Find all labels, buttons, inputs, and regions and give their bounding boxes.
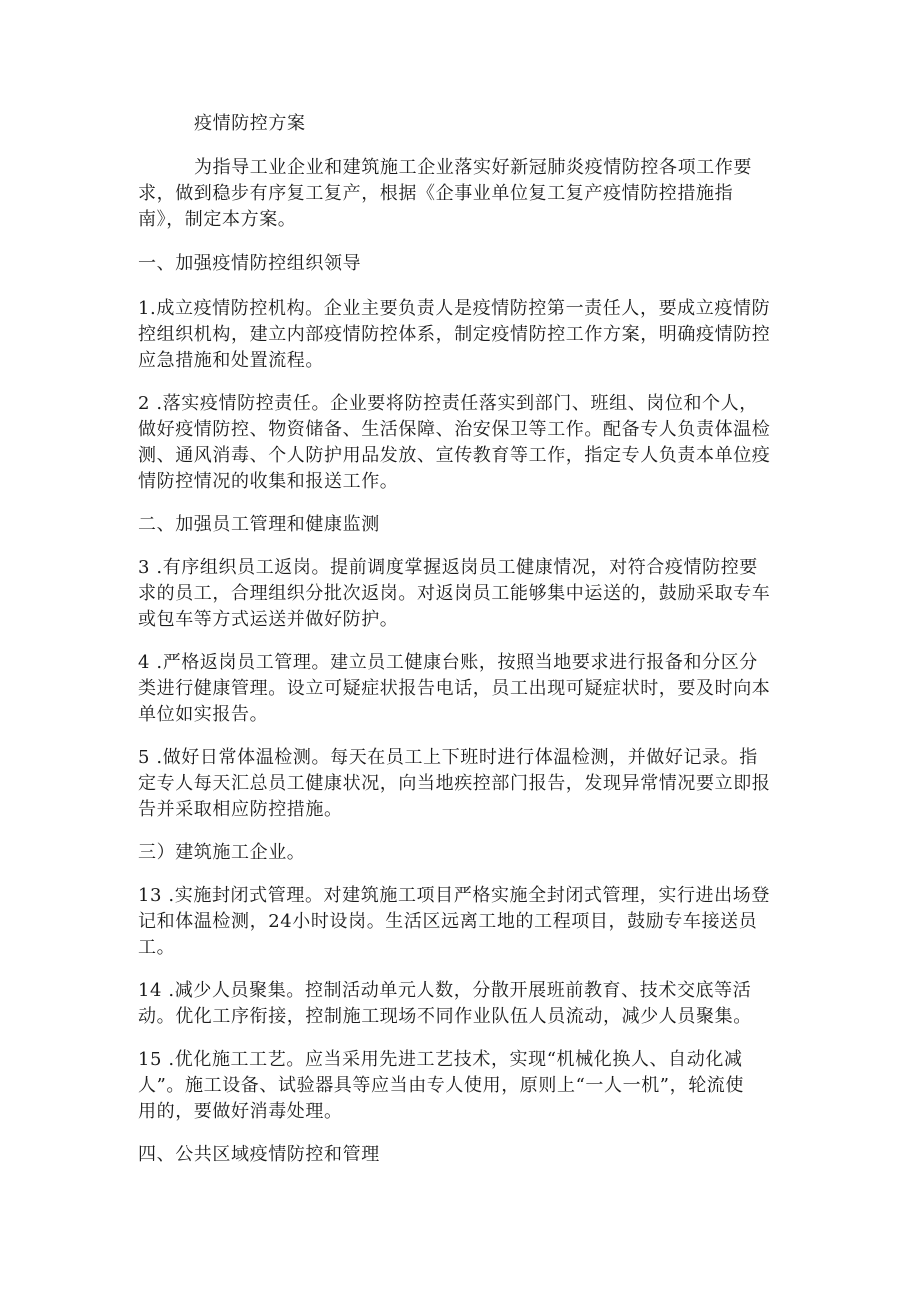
item-5-line-1: 5 .做好日常体温检测。每天在员工上下班时进行体温检测，并做好记录。指 (138, 747, 758, 768)
document-title: 疫情防控方案 (194, 113, 306, 134)
intro-line-2: 求，做到稳步有序复工复产，根据《企事业单位复工复产疫情防控措施指 (138, 183, 734, 204)
item-4-line-2: 类进行健康管理。设立可疑症状报告电话，员工出现可疑症状时，要及时向本 (138, 678, 771, 699)
section-4-heading: 四、公共区域疫情防控和管理 (138, 1144, 380, 1165)
item-3-line-1: 3 .有序组织员工返岗。提前调度掌握返岗员工健康情况，对符合疫情防控要 (138, 557, 758, 578)
item-1-line-2: 控组织机构，建立内部疫情防控体系，制定疫情防控工作方案，明确疫情防控 (138, 324, 771, 345)
item-2-line-3: 测、通风消毒、个人防护用品发放、宣传教育等工作，指定专人负责本单位疫 (138, 445, 771, 466)
item-15-line-2: 人”。施工设备、试验器具等应当由专人使用，原则上“一人一机”，轮流使 (138, 1075, 745, 1096)
item-14-line-2: 动。优化工序衔接，控制施工现场不同作业队伍人员流动，减少人员聚集。 (138, 1006, 752, 1027)
section-1-heading: 一、加强疫情防控组织领导 (138, 253, 362, 274)
item-5-line-3: 告并采取相应防控措施。 (138, 799, 343, 820)
item-5-line-2: 定专人每天汇总员工健康状况，向当地疾控部门报告，发现异常情况要立即报 (138, 773, 771, 794)
item-13-line-2: 记和体温检测，24小时设岗。生活区远离工地的工程项目，鼓励专车接送员 (138, 911, 758, 932)
intro-line-3: 南》，制定本方案。 (138, 209, 297, 230)
item-13-line-3: 工。 (138, 937, 176, 958)
item-2-line-4: 情防控情况的收集和报送工作。 (138, 471, 399, 492)
item-4-line-1: 4 .严格返岗员工管理。建立员工健康台账，按照当地要求进行报备和分区分 (138, 652, 758, 673)
item-4-line-3: 单位如实报告。 (138, 704, 269, 725)
item-13-line-1: 13 .实施封闭式管理。对建筑施工项目严格实施全封闭式管理，实行进出场登 (138, 885, 770, 906)
intro-line-1: 为指导工业企业和建筑施工企业落实好新冠肺炎疫情防控各项工作要 (194, 157, 752, 178)
item-2-line-2: 做好疫情防控、物资储备、生活保障、治安保卫等工作。配备专人负责体温检 (138, 419, 771, 440)
item-15-line-3: 用的，要做好消毒处理。 (138, 1101, 343, 1122)
item-14-line-1: 14 .减少人员聚集。控制活动单元人数，分散开展班前教育、技术交底等活 (138, 980, 752, 1001)
item-15-line-1: 15 .优化施工工艺。应当采用先进工艺技术，实现“机械化换人、自动化减 (138, 1049, 743, 1070)
section-2-heading: 二、加强员工管理和健康监测 (138, 514, 380, 535)
item-3-line-3: 或包车等方式运送并做好防护。 (138, 609, 399, 630)
item-2-line-1: 2 .落实疫情防控责任。企业要将防控责任落实到部门、班组、岗位和个人， (138, 393, 758, 414)
item-3-line-2: 求的员工，合理组织分批次返岗。对返岗员工能够集中运送的，鼓励采取专车 (138, 583, 771, 604)
item-1-line-1: 1.成立疫情防控机构。企业主要负责人是疫情防控第一责任人，要成立疫情防 (138, 298, 771, 319)
item-1-line-3: 应急措施和处置流程。 (138, 350, 324, 371)
section-3-heading: 三）建筑施工企业。 (138, 842, 306, 863)
